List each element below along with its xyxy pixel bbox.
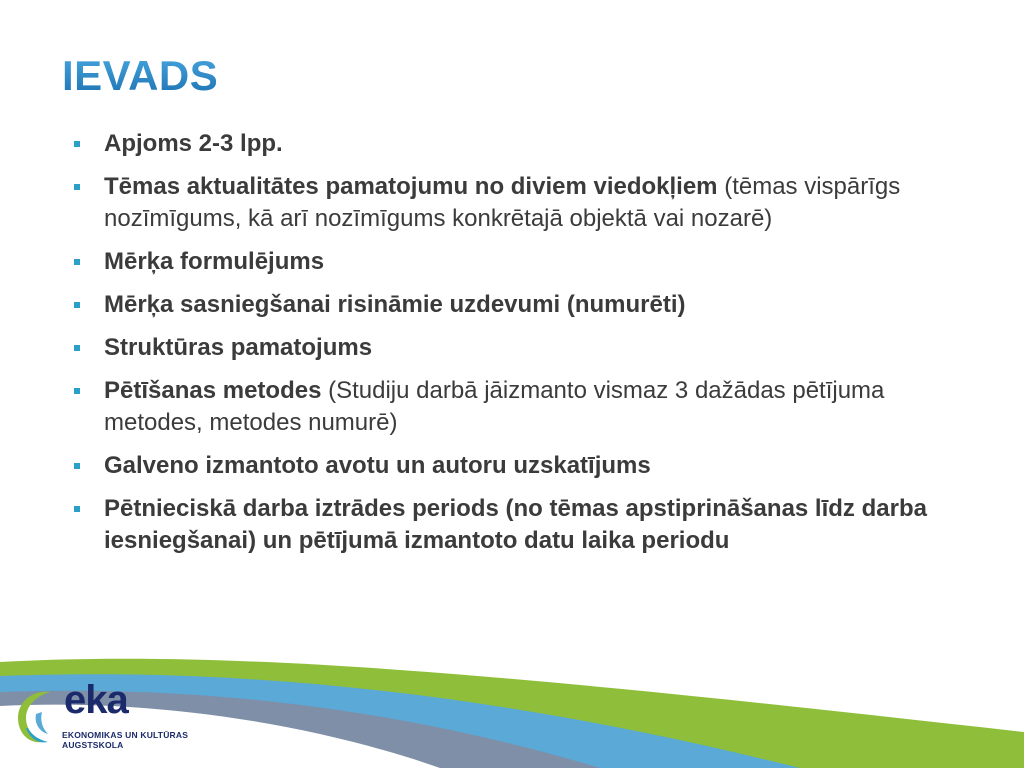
list-item-bold: Pētnieciskā darba iztrādes periods (no tēmas apstiprināšanas līdz darba iesniegšanai) un pētījumā izmantoto datu laika periodu [104,495,927,554]
list-item-bold: Apjoms 2-3 lpp. [104,130,283,157]
logo-wordmark: eka [64,678,128,722]
bullet-marker [74,141,80,147]
list-item [72,493,952,557]
logo-subtitle-line: EKONOMIKAS UN KULTŪRAS [62,730,189,740]
bullet-marker [74,345,80,351]
bullet-list [72,128,952,568]
list-item [72,375,952,439]
list-item-bold: Galveno izmantoto avotu un autoru uzskatījums [104,452,651,479]
list-item [72,246,952,278]
list-item-bold: Mērķa sasniegšanai risināmie uzdevumi (numurēti) [104,291,686,318]
bullet-marker [74,259,80,265]
bullet-marker [74,388,80,394]
list-item [72,450,952,482]
list-item-normal: (tēmas vispārīgs nozīmīgums, kā arī nozīmīgums konkrētajā objektā vai nozarē) [104,173,901,232]
list-item-bold: Pētīšanas metodes [104,377,322,404]
list-item-normal: (Studiju darbā jāizmanto vismaz 3 dažādas pētījuma metodes, metodes numurē) [104,377,885,436]
list-item-bold: Tēmas aktualitātes pamatojumu no diviem viedokļiem [104,173,718,200]
list-item [72,171,952,235]
list-item [72,332,952,364]
bullet-marker [74,463,80,469]
slide-title: IEVADS [62,52,219,99]
logo-subtitle [62,730,188,750]
list-item-bold: Struktūras pamatojums [104,334,373,361]
list-item [72,128,952,160]
bullet-marker [74,506,80,512]
bullet-marker [74,302,80,308]
list-item-bold: Mērķa formulējums [104,248,325,275]
bullet-marker [74,184,80,190]
list-item [72,289,952,321]
logo-subtitle-line: AUGSTSKOLA [62,740,124,750]
logo-mark-icon [12,684,60,748]
eka-logo [12,678,202,764]
